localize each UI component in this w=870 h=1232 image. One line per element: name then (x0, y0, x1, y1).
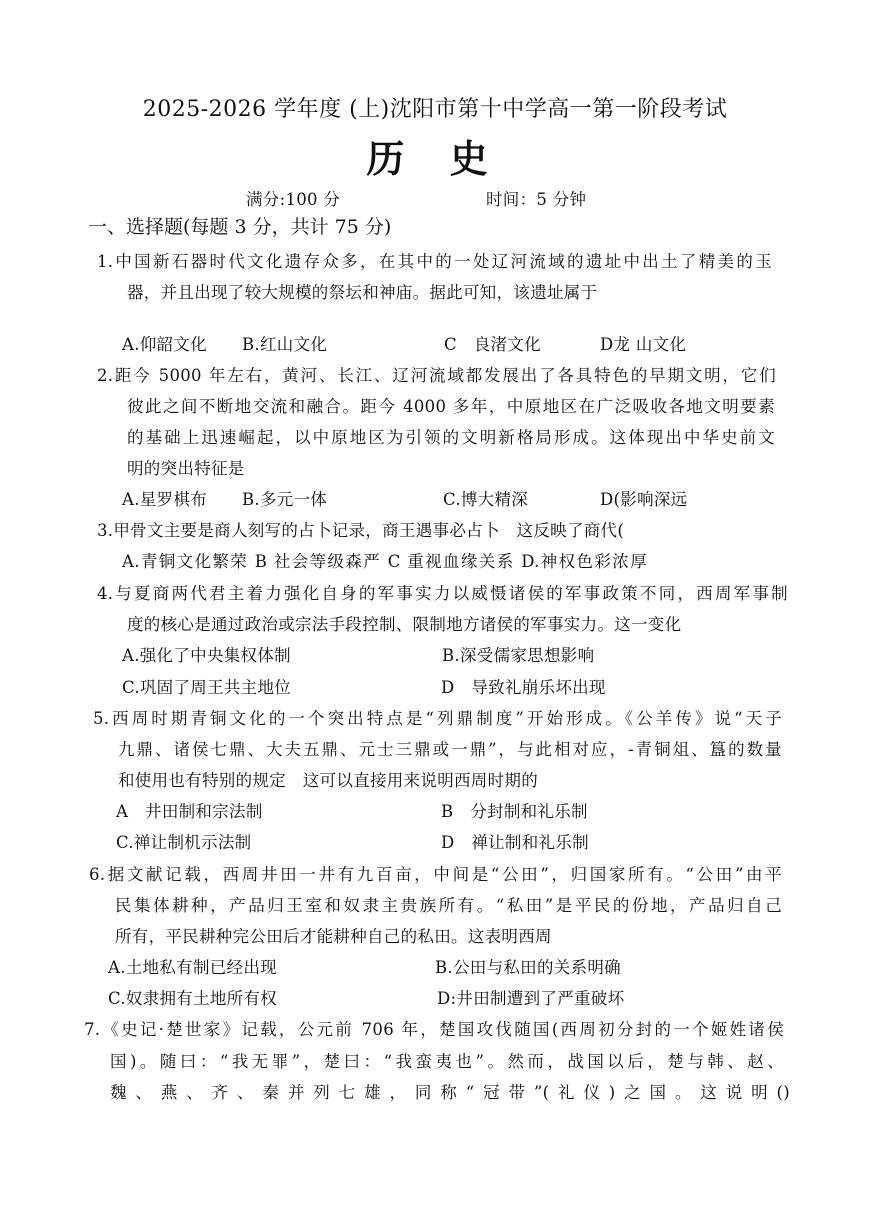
option-c: C 良渚文化 (444, 335, 541, 354)
option-d: D 禅让制和礼乐制 (441, 833, 589, 852)
full-score: 满分:100 分 (246, 190, 341, 209)
option-b: B.深受儒家思想影响 (442, 646, 595, 665)
option-b: B.红山文化 (242, 335, 328, 354)
question-text-line: 魏、燕、齐、秦并列七雄，同称“冠带”(礼仪)之国。这说明() (110, 1083, 790, 1102)
option-c: C.博大精深 (443, 490, 529, 509)
option-a: A.强化了中央集权体制 (122, 646, 291, 665)
section-title: 一、选择题(每题 3 分，共计 75 分) (88, 216, 392, 238)
option-d: D(影响深远 (600, 490, 688, 509)
question-text-line: 和使用也有特别的规定 这可以直接用来说明西周时期的 (118, 771, 538, 790)
option-b: B.公田与私田的关系明确 (435, 958, 621, 977)
option-d: D:井田制遭到了严重破坏 (437, 989, 625, 1008)
subject-title: 历 史 (366, 136, 504, 181)
question-text-line: 5.西周时期青铜文化的一个突出特点是“列鼎制度”开始形成。《公羊传》说“天子 (93, 709, 782, 728)
option-d: D龙 山文化 (600, 335, 687, 354)
question-text-line: 彼此之间不断地交流和融合。距今 4000 多年，中原地区在广泛吸收各地文明要素 (127, 397, 775, 416)
options-line: A.青铜文化繁荣 B 社会等级森严 C 重视血缘关系 D.神权色彩浓厚 (122, 552, 647, 571)
question-text-line: 7.《史记·楚世家》记载，公元前 706 年，楚国攻伐随国(西周初分封的一个姬姓诸侯 (84, 1020, 784, 1039)
question-text-line: 6.据文献记载，西周井田一井有九百亩，中间是“公田”，归国家所有。“公田”由平 (89, 865, 782, 884)
option-a: A.土地私有制已经出现 (108, 958, 277, 977)
option-c: C.巩固了周王共主地位 (122, 678, 292, 697)
option-a: A 井田制和宗法制 (116, 802, 263, 821)
question-text-line: 2.距今 5000 年左右，黄河、长江、辽河流域都发展出了各具特色的早期文明，它们 (97, 366, 776, 385)
question-text-line: 所有，平民耕种完公田后才能耕种自己的私田。这表明西周 (115, 927, 552, 946)
question-text-line: 器，并且出现了较大规模的祭坛和神庙。据此可知，该遗址属于 (127, 283, 598, 302)
question-text-line: 明的突出特征是 (127, 459, 245, 478)
question-text-line: 九鼎、诸侯七鼎、大夫五鼎、元士三鼎或一鼎”，与此相对应，-青铜俎、簋的数量 (118, 740, 782, 759)
question-text-line: 度的核心是通过政治或宗法手段控制、限制地方诸侯的军事实力。这一变化 (127, 615, 682, 634)
question-text-line: 国)。随曰：“我无罪”，楚曰：“我蛮夷也”。然而，战国以后，楚与韩、赵、 (110, 1052, 784, 1071)
option-d: D 导致礼崩乐坏出现 (441, 678, 606, 697)
option-c: C.禅让制机示法制 (116, 833, 252, 852)
question-text-line: 3.甲骨文主要是商人刻写的占卜记录，商王遇事必占卜 这反映了商代( (97, 521, 625, 540)
question-text-line: 1.中国新石器时代文化遗存众多，在其中的一处辽河流域的遗址中出土了精美的玉 (97, 252, 772, 271)
option-a: A.仰韶文化 (122, 335, 207, 354)
option-c: C.奴隶拥有土地所有权 (108, 989, 278, 1008)
question-text-line: 4.与夏商两代君主着力强化自身的军事实力以威慑诸侯的军事政策不同，西周军事制 (97, 584, 788, 603)
option-b: B 分封制和礼乐制 (441, 802, 588, 821)
exam-time: 时间：5 分钟 (486, 190, 587, 209)
option-b: B.多元一体 (242, 490, 328, 509)
question-text-line: 民集体耕种，产品归王室和奴隶主贵族所有。“私田”是平民的份地，产品归自己 (115, 896, 782, 915)
school-exam-title: 2025-2026 学年度 (上)沈阳市第十中学高一第一阶段考试 (142, 97, 728, 122)
option-a: A.星罗棋布 (122, 490, 207, 509)
question-text-line: 的基础上迅速崛起，以中原地区为引领的文明新格局形成。这体现出中华史前文 (127, 428, 775, 447)
